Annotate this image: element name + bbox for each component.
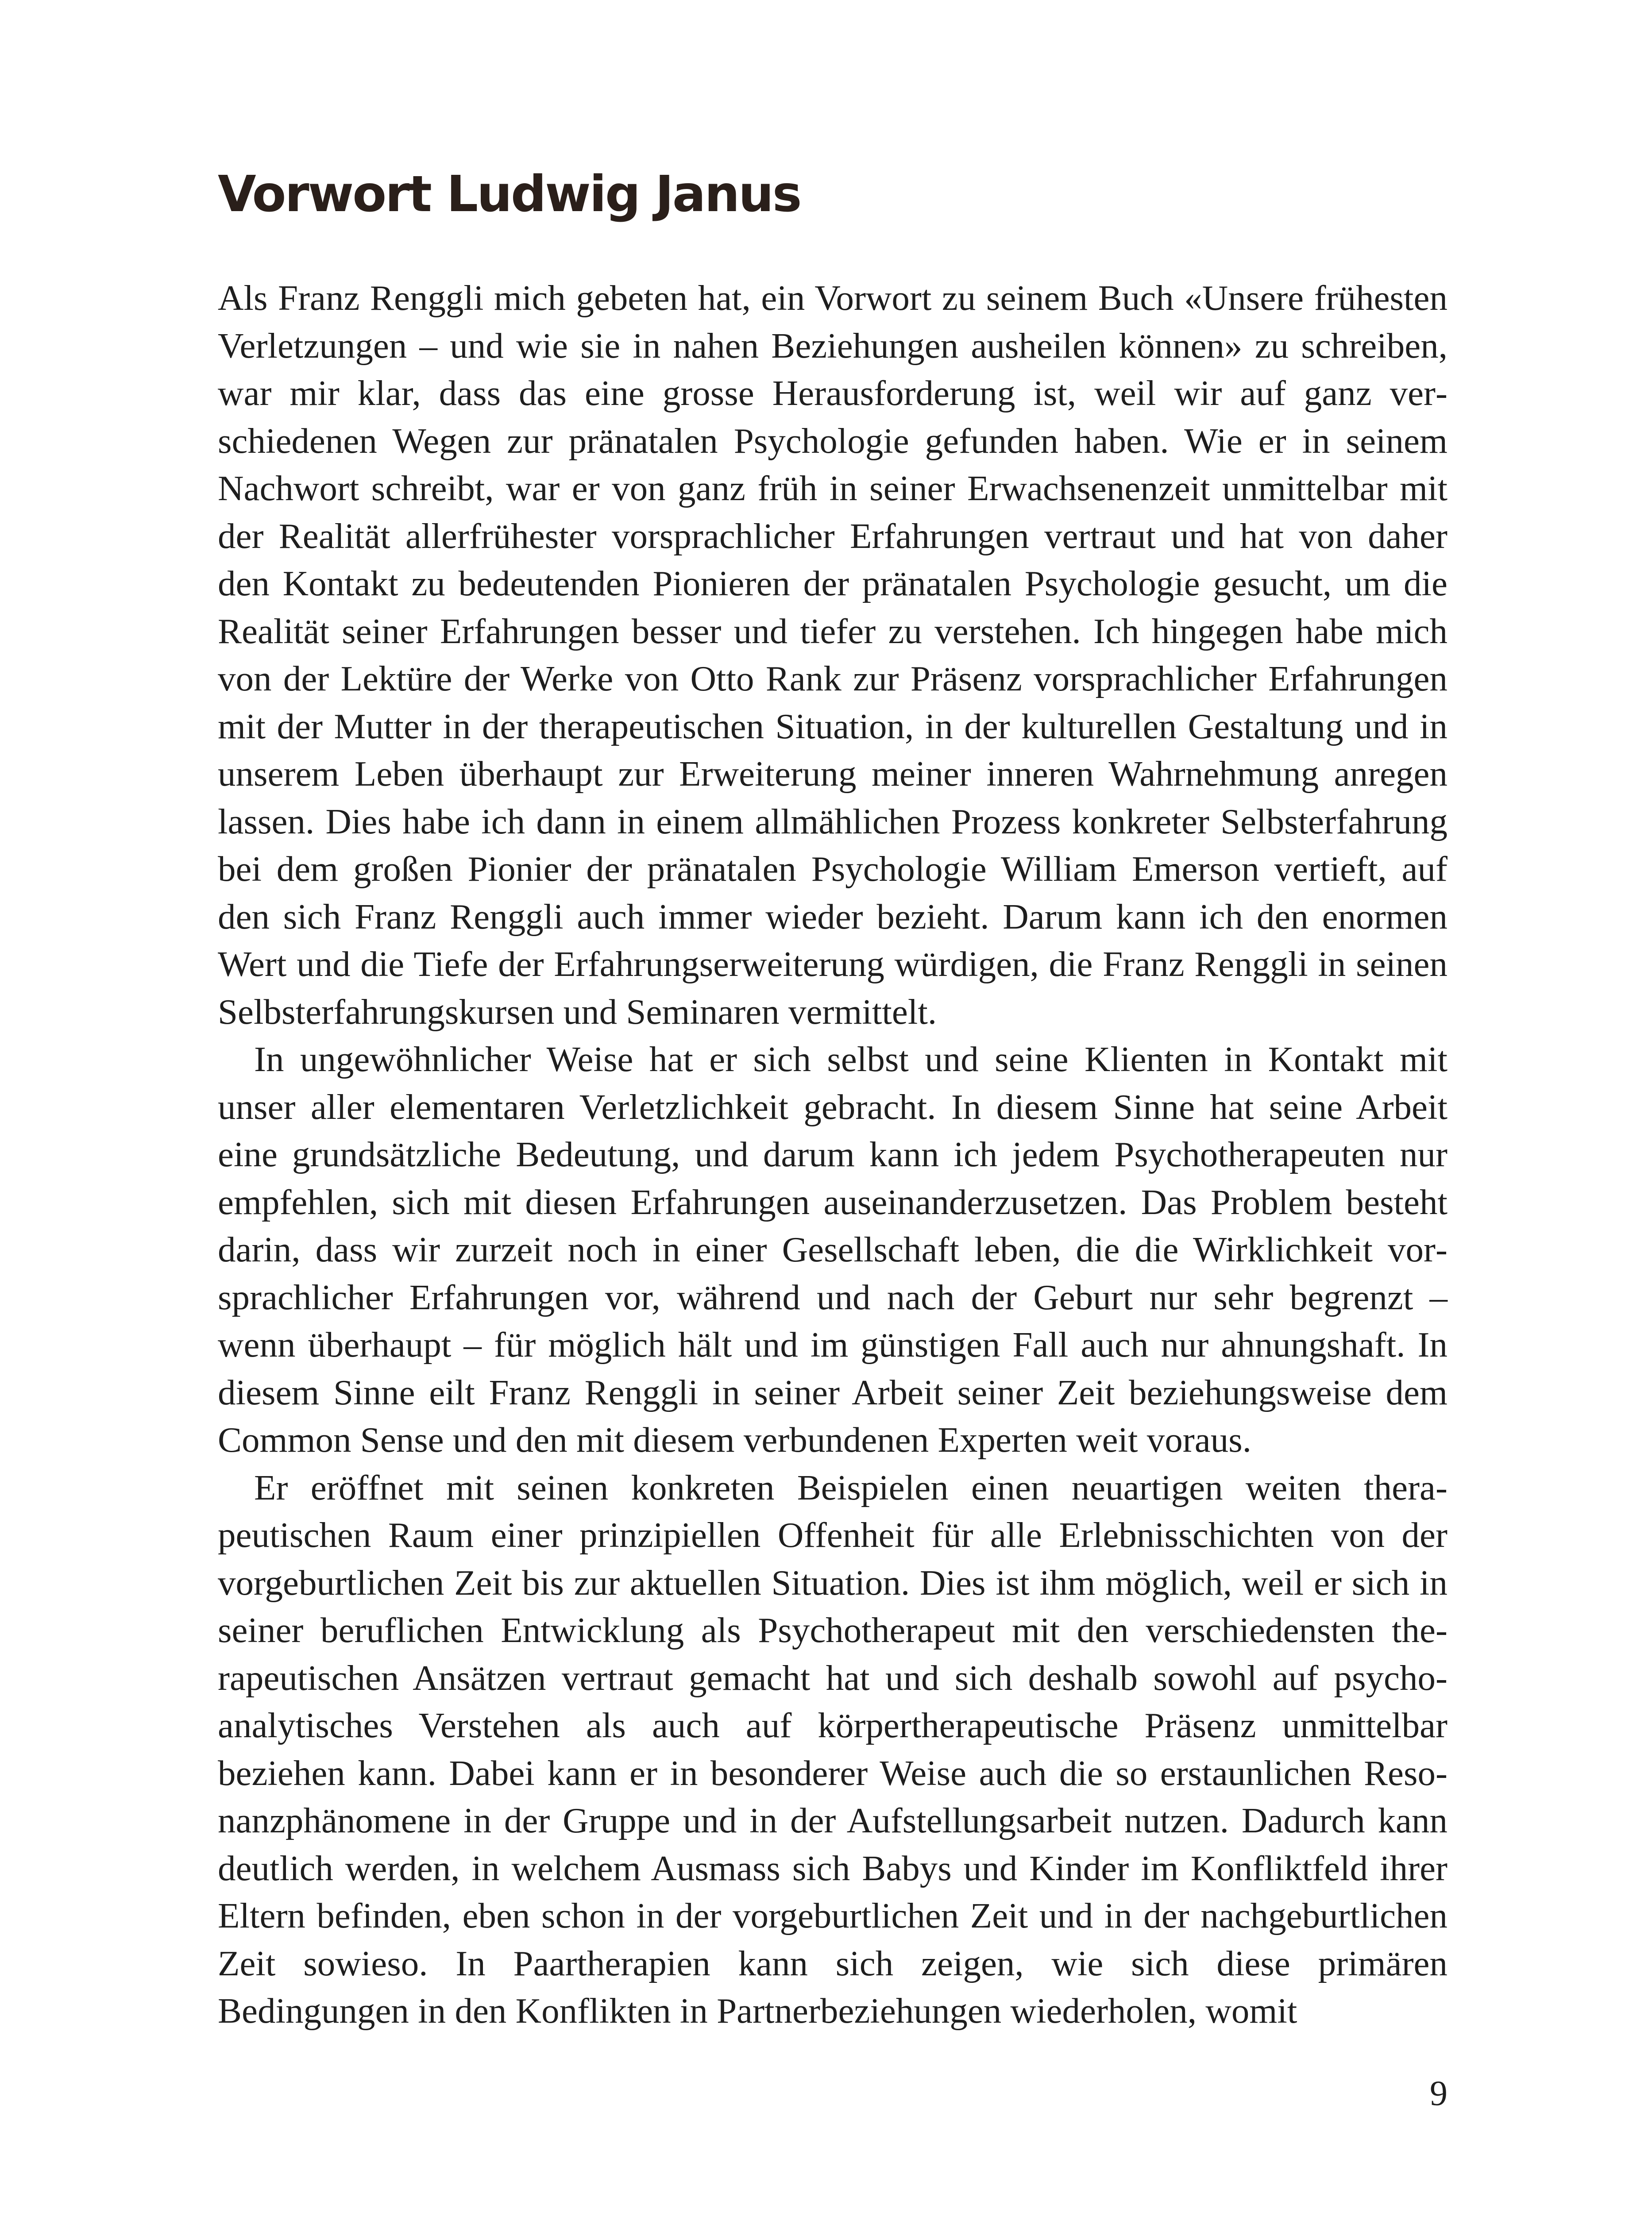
paragraph-2: In ungewöhnlicher Weise hat er sich selbst und seine Klienten in Kontakt mit unser aller elementaren Verletzlichkeit gebracht. In diesem Sinne hat seine Arbeit eine grundsätzliche Bedeutung, und darum kann ich jedem Psychotherapeuten nur empfehlen, sich mit diesen Erfahrungen auseinanderzusetzen. Das Problem besteht darin, dass wir zurzeit noch in einer Gesellschaft leben, die die Wirklichkeit vorsprachlicher Erfahrungen vor, während und nach der Geburt nur sehr begrenzt – wenn überhaupt – für möglich hält und im günstigen Fall auch nur ahnungshaft. In diesem Sinne eilt Franz Renggli in seiner Arbeit seiner Zeit beziehungsweise dem Common Sense und den mit diesem verbundenen Experten weit voraus. <box>218 1039 1447 1460</box>
body-text <box>218 274 1447 2035</box>
chapter-heading: Vorwort Ludwig Janus <box>218 166 801 223</box>
paragraph-1: Als Franz Renggli mich gebeten hat, ein Vorwort zu seinem Buch «Unsere frühesten Verletzungen – und wie sie in nahen Beziehungen ausheilen können» zu schreiben, war mir klar, dass das eine grosse Herausforderung ist, weil wir auf ganz verschiedenen Wegen zur pränatalen Psychologie gefunden haben. Wie er in seinem Nachwort schreibt, war er von ganz früh in seiner Erwachsenenzeit unmittelbar mit der Realität allerfrühester vorsprachlicher Erfahrungen vertraut und hat von daher den Kontakt zu bedeutenden Pionieren der pränatalen Psychologie gesucht, um die Realität seiner Erfahrungen besser und tiefer zu verstehen. Ich hingegen habe mich von der Lektüre der Werke von Otto Rank zur Präsenz vorsprachlicher Erfahrungen mit der Mutter in der therapeutischen Situation, in der kulturellen Gestaltung und in unserem Leben überhaupt zur Erweiterung meiner inneren Wahrnehmung anregen lassen. Dies habe ich dann in einem allmählichen Prozess konkreter Selbsterfahrung bei dem großen Pionier der pränatalen Psychologie William Emerson vertieft, auf den sich Franz Renggli auch immer wieder bezieht. Darum kann ich den enormen Wert und die Tiefe der Erfahrungserweiterung würdigen, die Franz Renggli in seinen Selbsterfahrungskursen und Seminaren vermittelt. <box>218 278 1447 1032</box>
paragraph-3: Er eröffnet mit seinen konkreten Beispielen einen neuartigen weiten therapeutischen Raum einer prinzipiellen Offenheit für alle Erlebnisschichten von der vorgeburtlichen Zeit bis zur aktuellen Situation. Dies ist ihm möglich, weil er sich in seiner beruflichen Entwicklung als Psychotherapeut mit den verschiedensten therapeutischen Ansätzen vertraut gemacht hat und sich deshalb sowohl auf psychoanalytisches Verstehen als auch auf körpertherapeutische Präsenz unmittelbar beziehen kann. Dabei kann er in besonderer Weise auch die so erstaunlichen Resonanzphänomene in der Gruppe und in der Aufstellungsarbeit nutzen. Dadurch kann deutlich werden, in welchem Ausmass sich Babys und Kinder im Konfliktfeld ihrer Eltern befinden, eben schon in der vorgeburtlichen Zeit und in der nachgeburtlichen Zeit sowieso. In Paartherapien kann sich zeigen, wie sich diese primären Bedingungen in den Konflikten in Partnerbeziehungen wiederholen, womit <box>218 1467 1447 2031</box>
page-number: 9 <box>1430 2074 1447 2113</box>
